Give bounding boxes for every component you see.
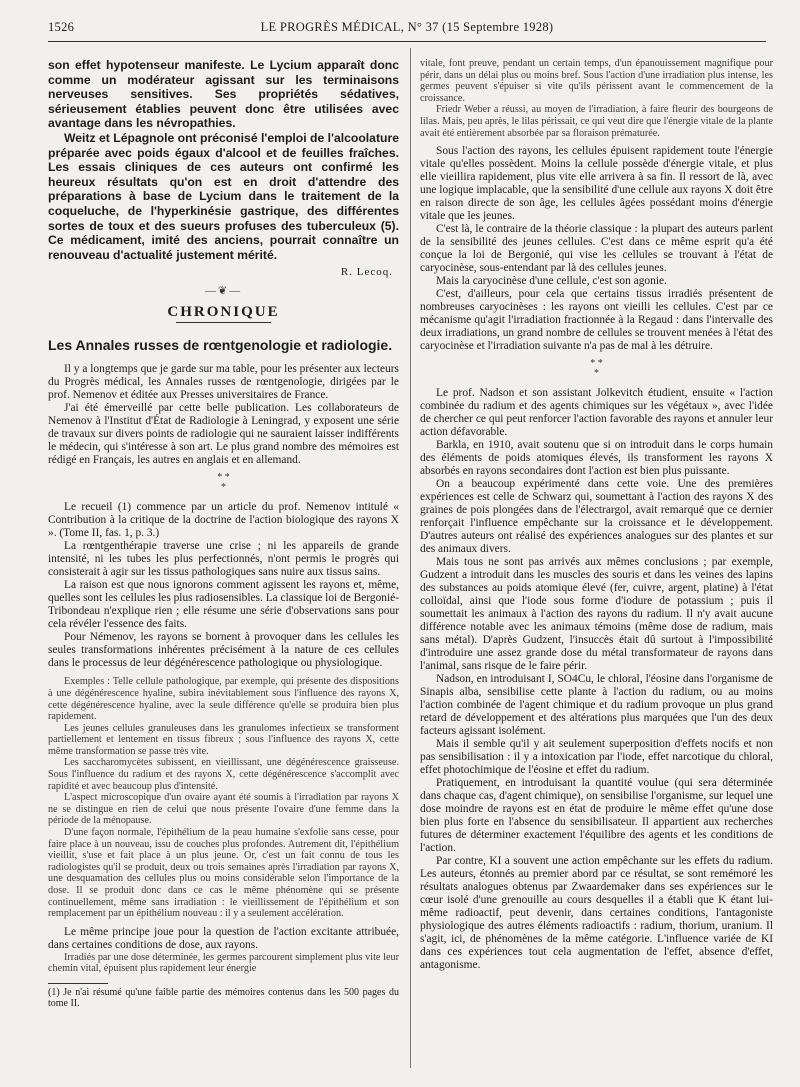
- article-title: Les Annales russes de rœntgenologie et radiologie.: [48, 337, 393, 354]
- footnote-rule: [48, 983, 108, 984]
- example-paragraph: Les jeunes cellules granuleuses dans les granulomes infectieux se transforment partiellement et lentement en tissus fibreux ; sous l'influence des rayons X, cette même transformation se passe très vite.: [48, 722, 399, 757]
- lycium-paragraph: Weitz et Lépagnole ont préconisé l'emploi de l'alcoolature préparée avec poids égaux d'alcool et de feuilles fraîches. Les essais cliniques de ces auteurs ont confirmé les heureux résultats qu'on est en droit d'attendre des préparations à base de Lycium dans le traitement de la coqueluche, de l'hyperkinésie gastrique, des différentes sortes de toux et des sueurs profuses des tuberculeux (5). Ce médicament, imité des anciens, pourrait connaître un renouveau d'actualité justement mérité.: [48, 130, 399, 262]
- example-paragraph: L'aspect microscopique d'un ovaire ayant été soumis à l'irradiation par rayons X ne se distingue en rien de celui que nous présente l'ovaire d'une femme dans la période de la ménopause.: [48, 792, 399, 827]
- article-paragraph: Irradiés par une dose déterminée, les germes parcourent simplement plus vite leur chemin vital, épuisent plus rapidement leur énergie: [48, 951, 399, 975]
- section-title: CHRONIQUE: [167, 304, 280, 321]
- article-paragraph: La raison est que nous ignorons comment agissent les rayons et, même, quelles sont les cellules les plus radiosensibles. La classique loi de Bergonié-Tribondeau n'explique rien ; elle résume une série d'observations sans pour cela révéler l'essence des faits.: [48, 579, 399, 631]
- article-paragraph: Le prof. Nadson et son assistant Jolkevitch étudient, ensuite « l'action combinée du radium et des agents chimiques sur les végétaux », avec l'idée de chercher ce qui peut renforcer l'action favorable des rayons et annuler leur action défavorable.: [420, 387, 773, 439]
- section-title-rule: [176, 322, 271, 323]
- ornament-divider: —❦—: [204, 285, 243, 298]
- article-paragraph: On a beaucoup expérimenté dans cette voie. Une des premières expériences est celle de Schwarz qui, soumettant à l'action des rayons X des graines de pois plongées dans de l'électrargol, avait remarqué que ce dernier renforçait l'influence empêchante sur la croissance et le développement. D'autres auteurs ont réalisé des expériences analogues sur des plantes et sur des animaux divers.: [420, 478, 773, 556]
- article-paragraph: Mais il semble qu'il y ait seulement superposition d'effets nocifs et non pas sensibilisation : il y a intoxication par l'iode, effet narcotique du chloral, effet photochimique de l'éosine et effet du radium.: [420, 738, 773, 777]
- author-signature: R. Lecoq.: [340, 266, 393, 279]
- article-paragraph: Nadson, en introduisant I, SO4Cu, le chloral, l'éosine dans l'organisme de Sinapis alba, sensibilise cette plante à l'action du radium, ou au moins l'action combinée de l'agent chimique et du radium provoque un plus grand retard de développement et des altérations plus marquées que l'un des deux facteurs agissant isolément.: [420, 673, 773, 738]
- right-column: [420, 58, 773, 1068]
- article-paragraph: C'est là, le contraire de la théorie classique : la plupart des auteurs parlent de la sensibilité des jeunes cellules. C'est dans ce même esprit qu'a été conçue la loi de Bergonié, qui vise les cellules se trouvant à l'état de caryocinèse, sous-entendant par là des cellules jeunes.: [420, 223, 773, 275]
- article-paragraph: vitale, font preuve, pendant un certain temps, d'un épanouissement magnifique pour périr, dans un délai plus ou moins bref. Sous l'action d'une irradiation plus intense, les germes peuvent s'épuiser si vite qu'ils périssent avant le commencement de la croissance.: [420, 58, 773, 104]
- article-paragraph: Barkla, en 1910, avait soutenu que si on introduit dans le corps humain des éléments de poids atomiques élevés, ils transforment les rayons X absorbés en rayons secondaires dont l'action est bien plus puissante.: [420, 439, 773, 478]
- article-paragraph: Par contre, KI a souvent une action empêchante sur les effets du radium. Les auteurs, étonnés au premier abord par ce résultat, se sont remémoré les résultats analogues obtenus par Zwaardemaker dans ses expériences sur le cœur isolé d'une grenouille au cours desquelles il a établi que K étant lui-même radioactif, peut devenir, dans certaines conditions, l'antagoniste physiologique des autres éléments radioactifs : radium, thorium, uranium. Il s'agit, ici, de phénomènes de la même catégorie. L'influence variée de KI dans ces expériences tout cela augmentation de l'effet, absence d'effet, antagonisme.: [420, 855, 773, 972]
- example-paragraph: Exemples : Telle cellule pathologique, par exemple, qui présente des dispositions à une dégénérescence hyaline, subira inévitablement sous l'influence des rayons X, cette dégénérescence hyaline, avec la seule différence qu'elle se produira bien plus rapidement.: [48, 676, 399, 723]
- article-paragraph: Pratiquement, en introduisant la quantité voulue (qui sera déterminée dans chaque cas, d'agent chimique), on sensibilise l'organisme, sur lequel une dose moindre de rayons est en état de produire le même effet qu'une dose bien plus forte en l'absence du sensibilisateur. Il appartient aux recherches futures de déterminer exactement l'équilibre des agents et les conditions de l'action.: [420, 777, 773, 855]
- article-paragraph: Pour Némenov, les rayons se bornent à provoquer dans les cellules les seules transformations inhérentes précisément à la nature de ces cellules dans le processus de leur dégénérescence pathologique ou physiologique.: [48, 631, 399, 670]
- section-stars: * * *: [217, 472, 230, 494]
- article-paragraph: Sous l'action des rayons, les cellules épuisent rapidement toute l'énergie vitale qu'elles possèdent. Moins la cellule possède d'énergie vitale, et plus elle vieillira rapidement, plus vite elle arrivera à sa fin. Il ressort de là, avec une logique implacable, que la sensibilité d'une cellule aux rayons X doit être en raison directe de son âge, les cellules âgées possédant moins d'énergie vitale que les jeunes.: [420, 145, 773, 223]
- header-rule: [48, 41, 766, 42]
- section-stars: * * *: [590, 358, 603, 380]
- article-paragraph: Mais la caryocinèse d'une cellule, c'est son agonie.: [436, 275, 667, 288]
- left-column: [48, 58, 399, 1068]
- article-paragraph: C'est, d'ailleurs, pour cela que certains tissus irradiés présentent de nombreuses caryocinèses : les rayons ont vieilli les cellules. C'est par ce mécanisme qu'agit l'irradiation fractionnée à la Regaud : dans l'intervalle des deux irradiations, un grand nombre de cellules se trouvent menées à l'état des caryocinèse et l'irradiation suivante n'a pas de mal à les détruire.: [420, 288, 773, 353]
- page-number: 1526: [48, 20, 75, 34]
- column-divider: [410, 48, 411, 1068]
- running-header: [48, 20, 766, 42]
- article-paragraph: Le même principe joue pour la question de l'action excitante attribuée, dans certaines conditions de dose, aux rayons.: [48, 925, 399, 951]
- example-paragraph: Les saccharomycètes subissent, en vieillissant, une dégénérescence graisseuse. Sous l'influence du radium et des rayons X, cette dégénérescence s'accomplit avec rapidité et avec beaucoup plus d'intensité.: [48, 757, 399, 792]
- article-paragraph: Il y a longtemps que je garde sur ma table, pour les présenter aux lecteurs du Progrès médical, les Annales russes de rœntgenologie, dirigées par le prof. Nemenov et éditée aux Presses universitaires de France.: [48, 363, 399, 402]
- footnote: (1) Je n'ai résumé qu'une faible partie des mémoires contenus dans les 500 pages du tome II.: [48, 986, 399, 1010]
- intro-paragraph: son effet hypotenseur manifeste. Le Lycium apparaît donc comme un modérateur agissant sur les terminaisons nerveuses sensitives. Ses propriétés sédatives, sérieusement établies peuvent donc être utilisées avec avantage dans les névropathies.: [48, 58, 399, 131]
- journal-title: LE PROGRÈS MÉDICAL, N° 37 (15 Septembre 1928): [260, 20, 554, 34]
- article-paragraph: Mais tous ne sont pas arrivés aux mêmes conclusions ; par exemple, Gudzent a introduit dans les muscles des souris et dans les veines des lapins des substances au poids atomique élevé (fer, cuivre, argent, platine) à l'état colloïdal, ainsi que l'iode sous forme d'iodure de potassium ; puis il soumettait les animaux à l'action des rayons du radium. Il n'y avait aucune différence notable avec les animaux témoins (même dose de radium, mais sans métal). D'après Gudzent, l'insuccès était dû surtout à l'impossibilité d'introduire une assez grande dose du métal transformateur de rayons dans l'animal, sans risque de le faire périr.: [420, 556, 773, 673]
- article-paragraph: La rœntgenthérapie traverse une crise ; ni les appareils de grande intensité, ni les tubes les plus perfectionnés, n'ont permis le progrès qui consisterait à agir sur les tissus pathologiques sans nuire aux tissus sains.: [48, 540, 399, 579]
- article-paragraph: J'ai été émerveillé par cette belle publication. Les collaborateurs de Nemenov à l'Institut d'État de Radiologie à Leningrad, y exposent une série de travaux sur divers points de radiologie qui ne sauraient laisser indifférents le médecin, qui s'intéresse à son art. Le plus grand nombre des mémoires est rédigé en Français, les autres en anglais et en allemand.: [48, 402, 399, 467]
- article-paragraph: Friedr Weber a réussi, au moyen de l'irradiation, à faire fleurir des bourgeons de lilas. Mais, peu après, le lilas périssait, ce qui veut dire que l'énergie vitale de la plante avait été entièrement absorbée par sa floraison prématurée.: [420, 104, 773, 139]
- example-paragraph: D'une façon normale, l'épithélium de la peau humaine s'exfolie sans cesse, pour faire place à un nouveau, issu de couches plus profondes. Autrement dit, l'épithélium vieillit, s'use et fait place à un plus jeune. Or, c'est un fait connu de tous les radiologistes qu'il se produit, deux ou trois semaines après l'irradiation par rayons X, une desquamation des cellules plus ou moins considérable selon l'importance de la dose. Il se produit donc dans ce cas le même phénomène qui se présente continuellement, même sans irradiation : le vieillissement de l'épithélium et son remplacement par un épithélium nouveau : il y a seulement accélération.: [48, 827, 399, 920]
- article-paragraph: Le recueil (1) commence par un article du prof. Nemenov intitulé « Contribution à la critique de la doctrine de l'action biologique des rayons X ». (Tome II, fas. 1, p. 3.): [48, 501, 399, 540]
